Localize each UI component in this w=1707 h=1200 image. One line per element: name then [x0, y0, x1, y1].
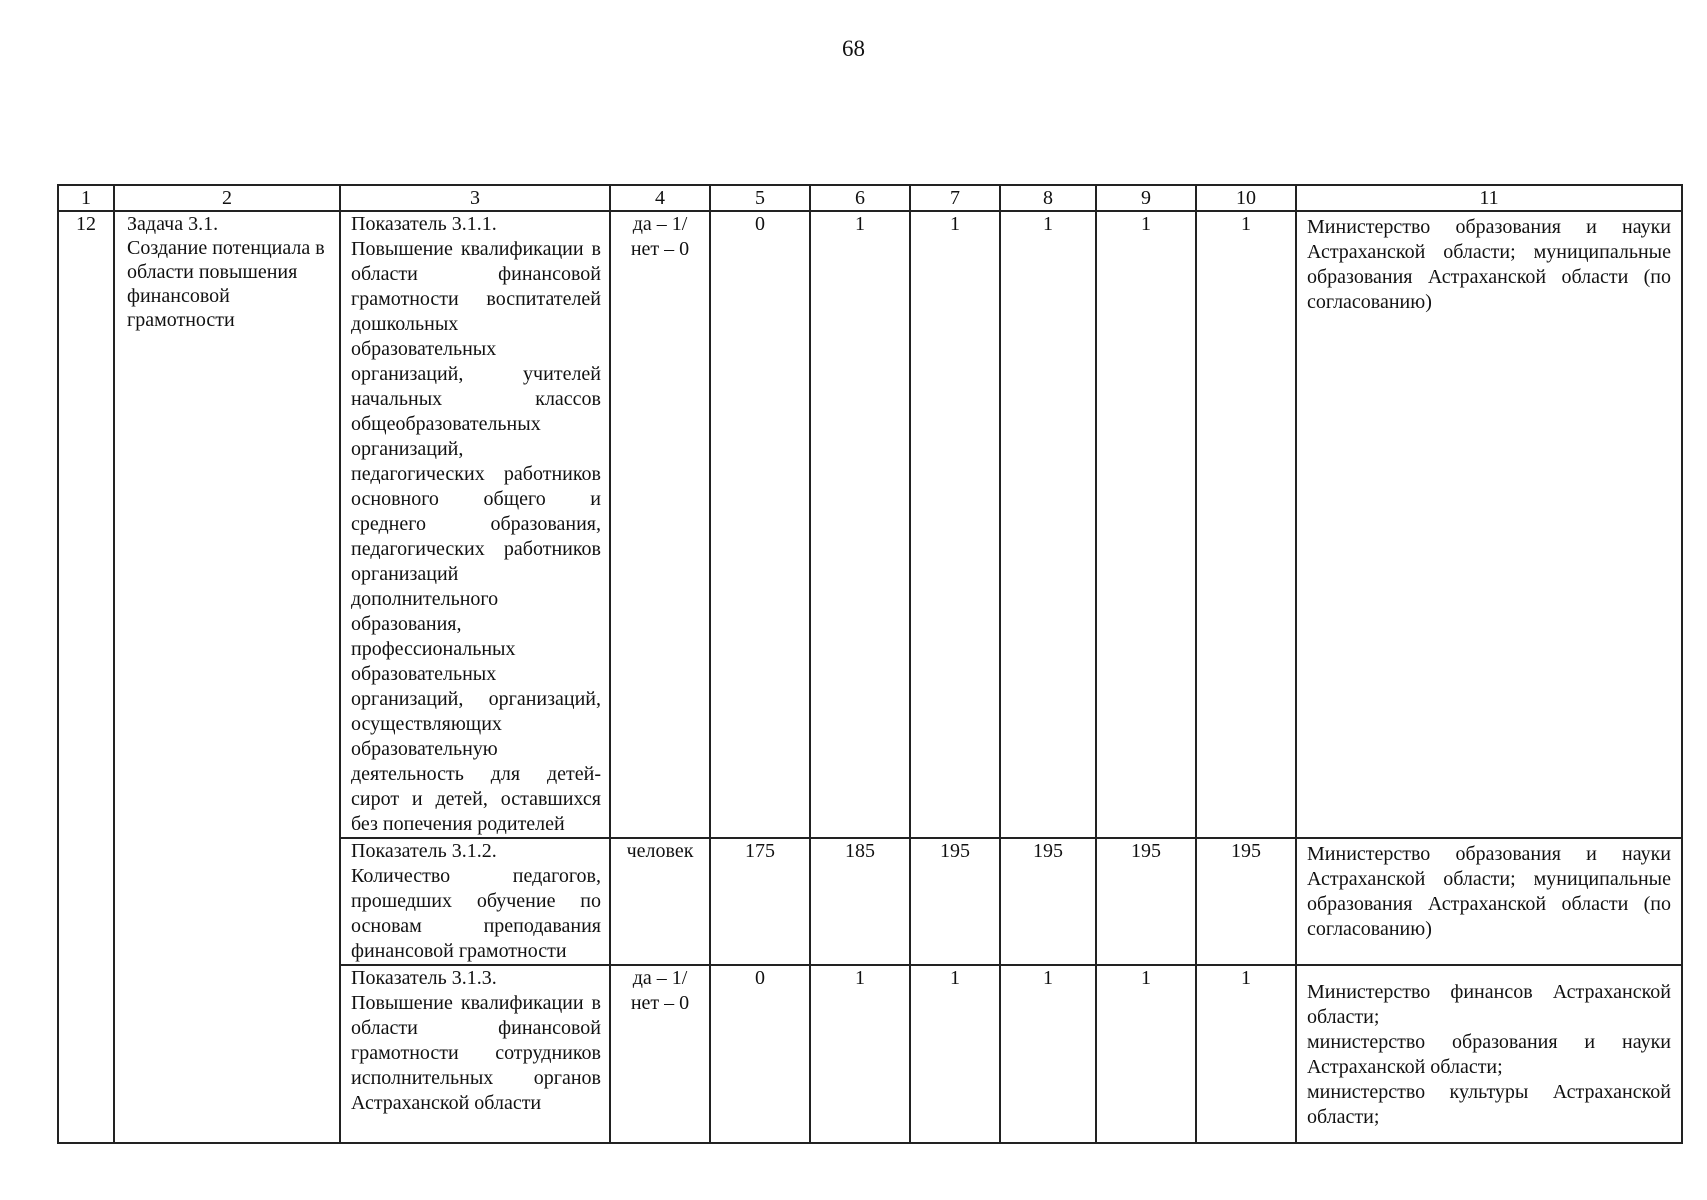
value-cell-7: 1	[910, 211, 1000, 838]
responsible-cell	[1296, 965, 1682, 1143]
value-cell-7: 195	[910, 838, 1000, 965]
unit-cell	[610, 838, 710, 965]
indicator-cell	[340, 838, 610, 965]
header-col-4: 4	[610, 185, 710, 211]
value-cell-8: 1	[1000, 211, 1096, 838]
task-text: Создание потенциала в области повышения финансовой грамотности	[127, 237, 325, 331]
value-cell-8: 195	[1000, 838, 1096, 965]
indicator-cell	[340, 211, 610, 838]
header-col-2: 2	[114, 185, 340, 211]
value-cell-6: 1	[810, 965, 910, 1143]
value-cell-9: 1	[1096, 211, 1196, 838]
header-col-1: 1	[58, 185, 114, 211]
unit-line: да – 1/	[632, 967, 688, 989]
value-cell-7: 1	[910, 965, 1000, 1143]
table-row	[58, 211, 1682, 838]
unit-line: нет – 0	[630, 238, 690, 260]
header-col-3: 3	[340, 185, 610, 211]
value-cell-8: 1	[1000, 965, 1096, 1143]
indicator-text: Повышение квалификации в области финансовой грамотности воспитателей дошкольных образовательных организаций, учителей начальных классов общеобразовательных организаций, педагогических работников основного общего и среднего образования, педагогических работников организаций дополнительного образования, профессиональных образовательных организаций, организаций, осуществляющих образовательную деятельность для детей-сирот и детей, оставшихся без попечения родителей	[351, 238, 601, 835]
unit-line: человек	[626, 840, 694, 862]
indicator-cell	[340, 965, 610, 1143]
header-row	[58, 185, 1682, 211]
indicators-table	[57, 184, 1683, 1144]
value-cell-10: 1	[1196, 211, 1296, 838]
value-cell-10: 195	[1196, 838, 1296, 965]
row-number-cell: 12	[58, 211, 114, 1143]
header-col-10: 10	[1196, 185, 1296, 211]
indicator-text: Количество педагогов, прошедших обучение по основам преподавания финансовой грамотности	[351, 865, 601, 962]
responsible-cell: Министерство образования и науки Астраханской области; муниципальные образования Астраханской области (по согласованию)	[1296, 838, 1682, 965]
task-cell	[114, 211, 340, 1143]
task-title: Задача 3.1.	[127, 213, 219, 235]
indicator-title: Показатель 3.1.2.	[351, 840, 497, 862]
unit-cell	[610, 965, 710, 1143]
value-cell-6: 185	[810, 838, 910, 965]
indicators-table-container	[57, 184, 1681, 1144]
header-col-6: 6	[810, 185, 910, 211]
responsible-cell: Министерство образования и науки Астраханской области; муниципальные образования Астраханской области (по согласованию)	[1296, 211, 1682, 838]
header-col-9: 9	[1096, 185, 1196, 211]
value-cell-9: 1	[1096, 965, 1196, 1143]
header-col-11: 11	[1296, 185, 1682, 211]
page-number: 68	[842, 36, 865, 61]
value-cell-5: 0	[710, 965, 810, 1143]
unit-cell	[610, 211, 710, 838]
indicator-title: Показатель 3.1.1.	[351, 213, 497, 235]
value-cell-6: 1	[810, 211, 910, 838]
responsible-line: министерство образования и науки Астраханской области;	[1307, 1031, 1671, 1078]
header-col-7: 7	[910, 185, 1000, 211]
unit-line: да – 1/	[632, 213, 688, 235]
value-cell-5: 0	[710, 211, 810, 838]
indicator-text: Повышение квалификации в области финансовой грамотности сотрудников исполнительных органов Астраханской области	[351, 992, 601, 1114]
header-col-8: 8	[1000, 185, 1096, 211]
value-cell-10: 1	[1196, 965, 1296, 1143]
header-col-5: 5	[710, 185, 810, 211]
responsible-line: Министерство финансов Астраханской области;	[1307, 981, 1671, 1028]
value-cell-9: 195	[1096, 838, 1196, 965]
value-cell-5: 175	[710, 838, 810, 965]
unit-line: нет – 0	[630, 992, 690, 1014]
responsible-line: министерство культуры Астраханской области;	[1307, 1081, 1671, 1128]
indicator-title: Показатель 3.1.3.	[351, 967, 497, 989]
